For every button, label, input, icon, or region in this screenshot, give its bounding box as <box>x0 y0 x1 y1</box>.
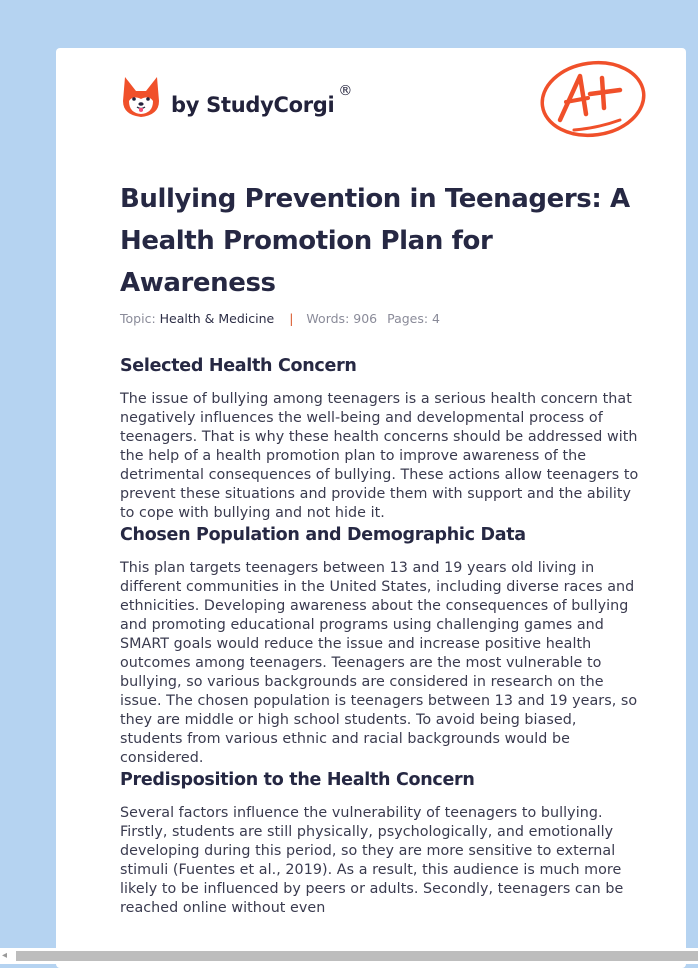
section-chosen-population <box>120 523 640 768</box>
section-heading: Selected Health Concern <box>120 356 357 376</box>
registered-mark: ® <box>338 82 353 99</box>
scrollbar-thumb[interactable] <box>16 951 698 961</box>
a-plus-grade-icon <box>538 58 648 145</box>
article-title: Bullying Prevention in Teenagers: A Health Promotion Plan for Awareness <box>120 184 630 298</box>
page-count: Pages: 4 <box>387 311 441 326</box>
section-selected-health-concern <box>120 354 640 523</box>
section-paragraph: The issue of bullying among teenagers is a serious health concern that negatively influences the well-being and developmental process of teenagers. That is why these health concerns should be addressed with the help of a health promotion plan to improve awareness of the detrimental consequences of bullying. These actions allow teenagers to prevent these situations and provide them with support and the ability to cope with bullying and not hide it. <box>120 391 639 521</box>
topic-link[interactable]: Health & Medicine <box>159 311 275 326</box>
article-body <box>120 354 640 918</box>
section-heading: Predisposition to the Health Concern <box>120 770 475 790</box>
section-predisposition <box>120 768 640 918</box>
document-card <box>56 48 686 968</box>
article-meta <box>120 311 440 326</box>
topic-label: Topic: <box>120 311 156 326</box>
meta-separator: | <box>289 311 294 326</box>
scroll-left-arrow-icon[interactable]: ◂ <box>2 950 8 961</box>
logo-text: by StudyCorgi® <box>171 82 353 117</box>
horizontal-scrollbar[interactable] <box>0 948 698 964</box>
section-paragraph: Several factors influence the vulnerability of teenagers to bullying. Firstly, students are still physically, psychologically, and emotionally developing during this period, so they are more sensitive to external stimuli (Fuentes et al., 2019). As a result, this audience is much more likely to be influenced by peers or adults. Secondly, teenagers can be reached online without even <box>120 805 624 916</box>
word-count: Words: 906 <box>306 311 378 326</box>
section-heading: Chosen Population and Demographic Data <box>120 525 526 545</box>
corgi-icon <box>121 75 161 124</box>
studycorgi-logo[interactable] <box>121 75 352 124</box>
section-paragraph: This plan targets teenagers between 13 and 19 years old living in different communities in the United States, including diverse races and ethnicities. Developing awareness about the consequences of bullying and promoting educational programs using challenging games and SMART goals would reduce the issue and increase positive health outcomes among teenagers. Teenagers are the most vulnerable to bullying, so various backgrounds are considered in research on the issue. The chosen population is teenagers between 13 and 19 years, so they are middle or high school students. To avoid being biased, students from various ethnic and racial backgrounds would be considered. <box>120 560 638 766</box>
